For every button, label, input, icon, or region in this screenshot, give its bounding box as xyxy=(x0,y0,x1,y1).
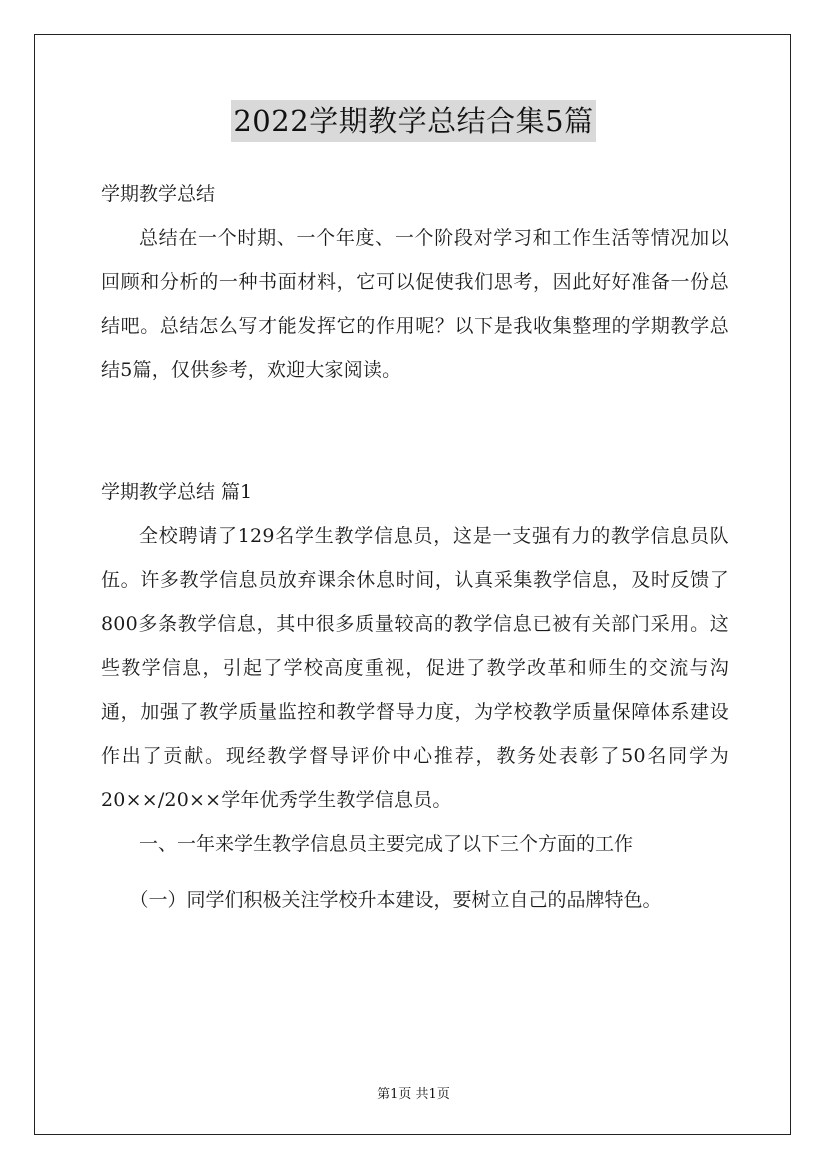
article-heading: 学期教学总结 篇1 xyxy=(101,481,253,503)
subheading-one: 一、一年来学生教学信息员主要完成了以下三个方面的工作 xyxy=(139,833,634,855)
article-paragraph: 全校聘请了129名学生教学信息员，这是一支强有力的教学信息员队伍。许多教学信息员放弃课余休息时间，认真采集教学信息，及时反馈了800多条教学信息，其中很多质量较高的教学信息已被有关部门采用。这些教学信息，引起了学校高度重视，促进了教学改革和师生的交流与沟通，加强了教学质量监控和教学督导力度，为学校教学质量保障体系建设作出了贡献。现经教学督导评价中心推荐，教务处表彰了50名同学为20××/20××学年优秀学生教学信息员。 xyxy=(101,525,729,811)
subheading-two: （一）同学们积极关注学校升本建设，要树立自己的品牌特色。 xyxy=(129,889,662,911)
spacer xyxy=(101,392,729,470)
document-title: 2022学期教学总结合集5篇 xyxy=(231,100,595,142)
title-container xyxy=(0,100,827,142)
page-footer: 第1页 共1页 xyxy=(377,1087,450,1102)
document-body xyxy=(101,172,729,922)
section-heading: 学期教学总结 xyxy=(101,183,216,205)
intro-paragraph: 总结在一个时期、一个年度、一个阶段对学习和工作生活等情况加以回顾和分析的一种书面材料，它可以促使我们思考，因此好好准备一份总结吧。总结怎么写才能发挥它的作用呢？以下是我收集整理的学期教学总结5篇，仅供参考，欢迎大家阅读。 xyxy=(101,227,729,381)
